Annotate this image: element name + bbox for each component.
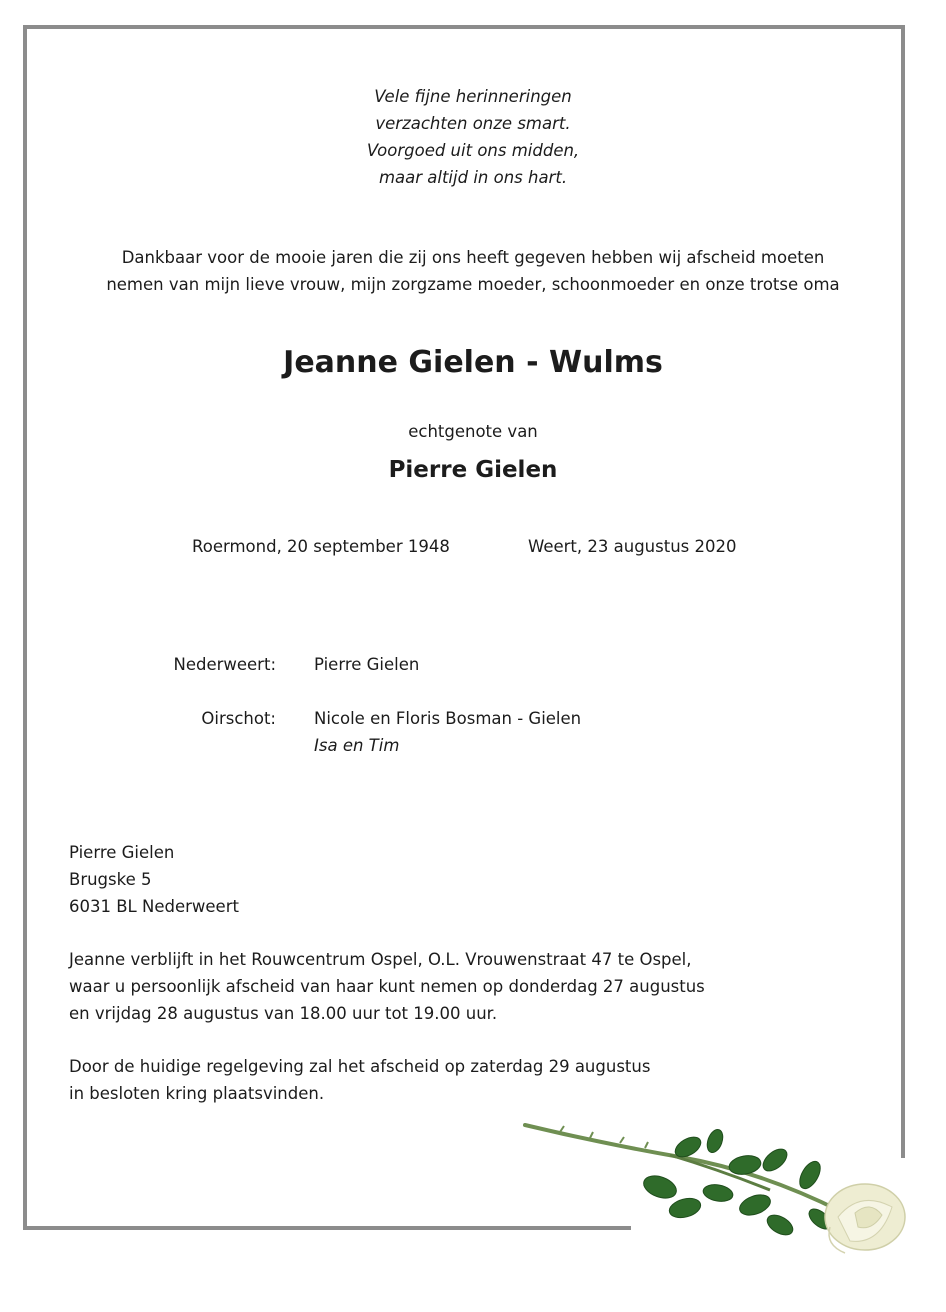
viewing-info [69, 946, 705, 1027]
frame-border-left [23, 25, 27, 1230]
intro-line: nemen van mijn lieve vrouw, mijn zorgzame moeder, schoonmoeder en onze trotse oma [106, 275, 840, 294]
family-member: Pierre Gielen [314, 655, 420, 674]
poem-line: Voorgoed uit ons midden, [366, 141, 580, 160]
closing-line: in besloten kring plaatsvinden. [69, 1084, 325, 1103]
frame-border-right [901, 25, 905, 1158]
spouse-name: Pierre Gielen [388, 457, 558, 483]
closing-note [69, 1053, 650, 1107]
address-line: Pierre Gielen [69, 843, 175, 862]
correspondence-address [69, 839, 239, 920]
viewing-line: Jeanne verblijft in het Rouwcentrum Ospel, O.L. Vrouwenstraat 47 te Ospel, [69, 950, 692, 969]
poem [0, 83, 946, 191]
address-line: 6031 BL Nederweert [69, 897, 239, 916]
intro-line: Dankbaar voor de mooie jaren die zij ons heeft gegeven hebben wij afscheid moeten [121, 248, 825, 267]
poem-line: maar altijd in ons hart. [378, 168, 568, 187]
poem-line: verzachten onze smart. [375, 114, 571, 133]
spouse-label: echtgenote van [408, 422, 538, 441]
family-names [314, 651, 419, 678]
family-member: Nicole en Floris Bosman - Gielen [314, 709, 582, 728]
address-line: Brugske 5 [69, 870, 152, 889]
frame-border-top [23, 25, 905, 29]
poem-line: Vele fijne herinneringen [374, 87, 572, 106]
family-names [314, 705, 581, 759]
death-date: Weert, 23 augustus 2020 [528, 537, 737, 556]
intro-text [0, 244, 946, 298]
white-rose-image [520, 1115, 920, 1265]
viewing-line: en vrijdag 28 augustus van 18.00 uur tot 19.00 uur. [69, 1004, 498, 1023]
family-place: Nederweert: [173, 655, 276, 674]
deceased-name: Jeanne Gielen - Wulms [283, 345, 663, 380]
birth-date: Roermond, 20 september 1948 [192, 537, 450, 556]
closing-line: Door de huidige regelgeving zal het afscheid op zaterdag 29 augustus [69, 1057, 651, 1076]
viewing-line: waar u persoonlijk afscheid van haar kunt nemen op donderdag 27 augustus [69, 977, 705, 996]
family-place: Oirschot: [201, 709, 276, 728]
grandchildren: Isa en Tim [314, 736, 400, 755]
